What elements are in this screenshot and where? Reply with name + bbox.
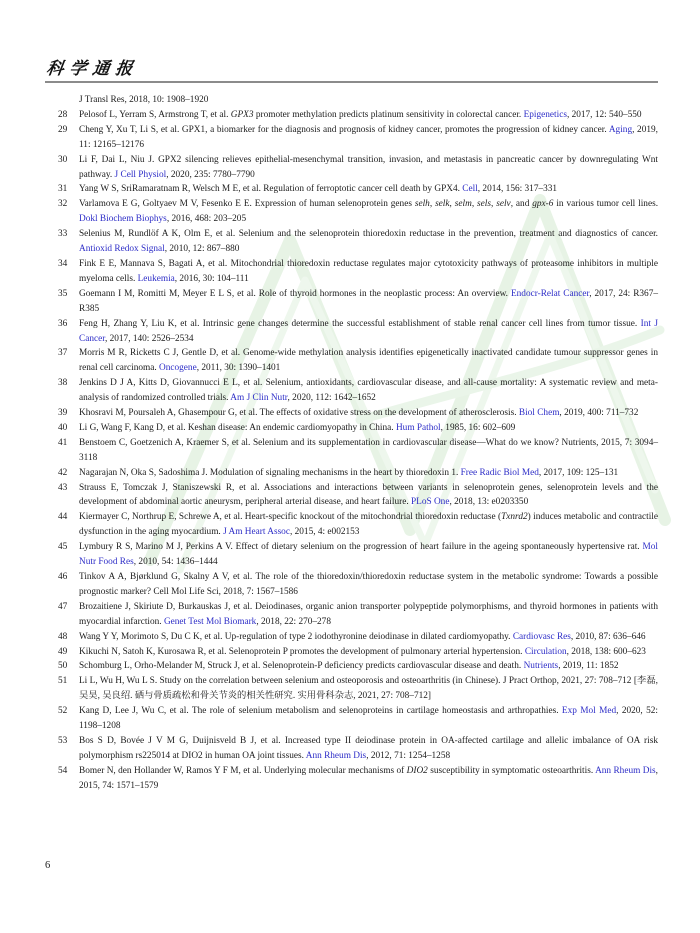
reference-text-segment: Nagarajan N, Oka S, Sadoshima J. Modulation of signaling mechanisms in the heart by thioredoxin 1. xyxy=(79,467,461,478)
reference-text-segment: Pelosof L, Yerram S, Armstrong T, et al. xyxy=(79,109,231,120)
reference-text-segment: , 2019, 11: 1852 xyxy=(558,661,619,672)
journal-link[interactable]: Dokl Biochem Biophys xyxy=(79,214,167,225)
reference-text-segment: , xyxy=(429,199,436,210)
reference-text-segment: , 2015, 4: e002153 xyxy=(289,527,360,538)
reference-text-segment: , 2016, 468: 203–205 xyxy=(166,214,247,225)
reference-number: 42 xyxy=(58,467,68,478)
reference-text-segment: , 2019, 400: 711–732 xyxy=(559,408,639,419)
reference-text-segment: promoter methylation predicts platinum sensitivity in colorectal cancer. xyxy=(253,109,524,120)
reference-item xyxy=(58,346,658,376)
reference-text-segment: Bos S D, Bovée J V M G, Duijnisveld B J, et al. Increased type II deiodinase protein in OA-affected cartilage and allelic imbalance of OA risk polymorphism rs225014 at DIO2 in human OA joint tissues. xyxy=(79,735,658,761)
reference-number: 36 xyxy=(58,318,68,329)
reference-text xyxy=(79,510,658,540)
reference-text-segment: Tinkov A A, Bjørklund G, Skalny A V, et al. The role of the thioredoxin/thioredoxin reductase system in the metabolic syndrome: Towards a possible prognostic marker? Cell Mol Life Sci, 2018, 7: 1567–1586 xyxy=(79,572,658,597)
reference-text xyxy=(79,197,658,227)
reference-item xyxy=(58,600,658,630)
reference-text-segment: Li F, Dai L, Niu J. GPX2 silencing relieves epithelial-mesenchymal transition, invasion, and metastasis in pancreatic cancer by downregulating Wnt pathway. xyxy=(79,154,658,180)
journal-link[interactable]: Circulation xyxy=(524,646,567,657)
reference-text-segment: Benstoem C, Goetzenich A, Kraemer S, et al. Selenium and its supplementation in cardiovascular disease—What do we know? Nutrients, 2015, 7: 3094–3118 xyxy=(79,437,658,463)
gene-name-italic: gpx-6 xyxy=(532,199,554,210)
gene-name-italic: selk xyxy=(435,199,450,210)
journal-link[interactable]: Cell xyxy=(462,184,478,195)
reference-text xyxy=(79,153,658,183)
reference-text-segment: susceptibility in symptomatic osteoarthritis. xyxy=(427,765,596,776)
reference-text-segment: , xyxy=(471,199,478,210)
reference-item xyxy=(58,317,658,347)
reference-number: 45 xyxy=(58,542,68,553)
reference-text xyxy=(79,540,658,570)
reference-text xyxy=(79,287,658,317)
reference-text xyxy=(79,704,658,734)
reference-number: 52 xyxy=(58,706,68,717)
reference-text-segment: , 2017, 109: 125–131 xyxy=(538,467,619,478)
reference-text-segment: Cheng Y, Xu T, Li S, et al. GPX1, a biomarker for the diagnosis and prognosis of kidney cancer, promotes the progression of kidney cancer. xyxy=(79,124,609,135)
journal-link[interactable]: Ann Rheum Dis xyxy=(595,765,656,776)
gene-name-italic: selh xyxy=(414,199,430,210)
reference-number: 31 xyxy=(58,184,68,195)
journal-link[interactable]: Epigenetics xyxy=(523,109,567,120)
reference-item xyxy=(58,630,658,645)
reference-number: 48 xyxy=(58,631,68,642)
reference-text-segment: Varlamova E G, Goltyaev M V, Fesenko E E. Expression of human selenoprotein genes xyxy=(79,199,415,210)
reference-number: 53 xyxy=(58,735,68,746)
reference-text-segment: , 2010, 87: 636–646 xyxy=(570,631,646,642)
journal-link[interactable]: Leukemia xyxy=(137,273,175,284)
reference-number: 39 xyxy=(58,408,68,419)
reference-text-segment: Bomer N, den Hollander W, Ramos Y F M, et al. Underlying molecular mechanisms of xyxy=(79,765,407,776)
reference-item xyxy=(58,674,658,704)
reference-number: 32 xyxy=(58,199,68,210)
reference-number: 44 xyxy=(58,512,68,523)
reference-text xyxy=(79,630,658,645)
reference-text xyxy=(79,123,658,153)
reference-number xyxy=(58,93,79,108)
journal-link[interactable]: Cardiovasc Res xyxy=(512,631,571,642)
reference-item xyxy=(58,436,658,466)
reference-text xyxy=(79,406,658,421)
journal-link[interactable]: PLoS One xyxy=(410,497,450,508)
journal-link[interactable]: Endocr-Relat Cancer xyxy=(510,288,590,299)
reference-item xyxy=(58,376,658,406)
reference-item xyxy=(58,734,658,764)
reference-number: 47 xyxy=(58,601,68,612)
reference-item xyxy=(58,645,658,660)
reference-text-segment: , 2010, 54: 1436–1444 xyxy=(133,557,218,568)
journal-link[interactable]: Ann Rheum Dis xyxy=(305,750,367,761)
reference-number: 33 xyxy=(58,229,68,240)
reference-text-segment: , xyxy=(449,199,455,210)
gene-name-italic: sels xyxy=(477,199,491,210)
reference-item xyxy=(58,153,658,183)
header-rule xyxy=(45,81,658,83)
reference-item xyxy=(58,466,658,481)
reference-text-segment: , 2010, 12: 867–880 xyxy=(164,244,240,255)
reference-text-segment: , 2015, 74: 1571–1579 xyxy=(79,765,658,791)
reference-text-segment: Kikuchi N, Satoh K, Kurosawa R, et al. Selenoprotein P promotes the development of pulmonary arterial hypertension. xyxy=(79,646,525,657)
reference-item xyxy=(58,704,658,734)
reference-number: 37 xyxy=(58,348,68,359)
reference-text-segment: Lymbury R S, Marino M J, Perkins A V. Effect of dietary selenium on the progression of heart failure in the ageing spontaneously hypertensive rat. xyxy=(79,542,643,553)
reference-item xyxy=(58,406,658,421)
reference-item xyxy=(58,257,658,287)
journal-link[interactable]: Nutrients xyxy=(523,661,559,672)
reference-text xyxy=(79,659,658,674)
journal-link[interactable]: Aging xyxy=(608,124,633,135)
reference-number: 51 xyxy=(58,676,68,687)
reference-text-segment: , 2017, 24: R367–R385 xyxy=(79,288,659,314)
reference-text-segment: Yang W S, SriRamaratnam R, Welsch M E, et al. Regulation of ferroptotic cancer cell death by GPX4. xyxy=(79,184,463,195)
reference-text xyxy=(79,257,658,287)
reference-item xyxy=(58,182,658,197)
reference-text-segment: , 2017, 12: 540–550 xyxy=(566,109,642,120)
reference-text-segment: , 2012, 71: 1254–1258 xyxy=(366,750,451,761)
reference-text-segment: Strauss E, Tomczak J, Staniszewski R, et al. Associations and interactions between variants in selenoprotein genes, selenoprotein levels and the development of abdominal aortic aneurysm, peripheral arterial disease, and heart failure. xyxy=(79,482,658,508)
reference-item xyxy=(58,93,658,108)
reference-text xyxy=(79,317,658,347)
reference-text-segment: , 2020, 52: 1198–1208 xyxy=(79,706,658,732)
reference-text-segment: , and xyxy=(510,199,533,210)
reference-number: 41 xyxy=(58,437,68,448)
reference-item xyxy=(58,123,658,153)
reference-number: 50 xyxy=(58,661,68,672)
reference-list xyxy=(58,93,658,794)
reference-number: 28 xyxy=(58,109,68,120)
reference-text-segment: Li L, Wu H, Wu L S. Study on the correlation between selenium and osteoporosis and osteoarthritis (in Chinese). J Pract Orthop, 2021, 27: 708–712 [李磊, 吴昊, 吴良绍. 硒与骨质疏松和骨关节炎的相关性研究. 实用骨科杂志, 2021, 27: 708–712] xyxy=(79,676,658,702)
reference-text xyxy=(79,645,658,660)
reference-text-segment: ) induces metabolic and contractile dysfunction in the aging myocardium. xyxy=(79,512,659,538)
gene-name-italic: selv xyxy=(496,199,511,210)
reference-number: 40 xyxy=(58,422,68,433)
reference-text xyxy=(79,570,658,600)
reference-text-segment: , 1985, 16: 602–609 xyxy=(440,422,516,433)
reference-text-segment: , 2018, 22: 270–278 xyxy=(256,616,331,627)
reference-item xyxy=(58,570,658,600)
journal-link[interactable]: Antioxid Redox Signal xyxy=(79,244,165,255)
reference-text xyxy=(79,734,658,764)
reference-item xyxy=(58,227,658,257)
reference-text-segment: , xyxy=(491,199,497,210)
reference-number: 46 xyxy=(58,572,68,582)
reference-text-segment: Jenkins D J A, Kitts D, Giovannucci E L, et al. Selenium, antioxidants, cardiovascular disease, and all-cause mortality: A systematic review and meta-analysis of randomized controlled trials. xyxy=(79,378,658,404)
reference-text-segment: Khosravi M, Poursaleh A, Ghasempour G, et al. The effects of oxidative stress on the development of atherosclerosis. xyxy=(79,408,519,419)
gene-name-italic: DIO2 xyxy=(406,765,428,776)
reference-text xyxy=(79,436,658,466)
reference-item xyxy=(58,287,658,317)
reference-text-segment: , 2017, 140: 2526–2534 xyxy=(104,333,194,344)
reference-number: 54 xyxy=(58,765,68,776)
reference-number: 34 xyxy=(58,258,68,269)
journal-link[interactable]: Am J Clin Nutr xyxy=(230,393,288,404)
reference-text-segment: Li G, Wang F, Kang D, et al. Keshan disease: An endemic cardiomyopathy in China. xyxy=(79,422,396,433)
reference-text-segment: Fink E E, Mannava S, Bagati A, et al. Mitochondrial thioredoxin reductase regulates major cytotoxicity pathways of proteasome inhibitors in multiple myeloma cells. xyxy=(79,258,658,284)
reference-item xyxy=(58,540,658,570)
reference-text-segment: Kang D, Lee J, Wu C, et al. The role of selenium metabolism and selenoproteins in cartilage homeostasis and arthropathies. xyxy=(79,706,562,717)
reference-text-segment: , 2016, 30: 104–111 xyxy=(174,273,249,284)
reference-text-segment: , 2018, 13: e0203350 xyxy=(449,497,529,508)
reference-text xyxy=(79,108,658,123)
gene-name-italic: GPX3 xyxy=(230,109,254,120)
journal-header xyxy=(45,54,140,79)
journal-link[interactable]: J Cell Physiol xyxy=(114,169,167,180)
reference-number: 30 xyxy=(58,154,68,165)
reference-text xyxy=(79,674,658,704)
journal-link[interactable]: Oncogene xyxy=(159,363,197,374)
reference-text-segment: Feng H, Zhang Y, Liu K, et al. Intrinsic gene changes determine the successful establishment of stable renal cancer cell lines from tumor tissue. xyxy=(79,318,641,329)
journal-link[interactable]: Free Radic Biol Med xyxy=(460,467,539,478)
gene-name-italic: selm xyxy=(454,199,472,210)
reference-item xyxy=(58,764,658,794)
journal-link[interactable]: Exp Mol Med xyxy=(561,706,617,717)
reference-text-segment: , 2019, 11: 12165–12176 xyxy=(79,124,658,150)
reference-text-segment: in various tumor cell lines. xyxy=(553,199,659,210)
reference-text-segment: Brozaitiene J, Skiriute D, Burkauskas J, et al. Deiodinases, organic anion transporter polypeptide polymorphisms, and thyroid hormones in patients with myocardial infarction. xyxy=(79,601,658,627)
reference-text-segment: , 2020, 112: 1642–1652 xyxy=(287,393,376,404)
reference-text xyxy=(79,93,658,108)
journal-link[interactable]: Genet Test Mol Biomark xyxy=(163,616,257,627)
reference-text-segment: Selenius M, Rundlöf A K, Olm E, et al. Selenium and the selenoprotein thioredoxin reductase in the prevention, treatment and diagnostics of cancer. xyxy=(79,229,658,240)
reference-item xyxy=(58,659,658,674)
reference-text xyxy=(79,481,658,511)
reference-number: 49 xyxy=(58,646,68,657)
reference-item xyxy=(58,421,658,436)
page-number: 6 xyxy=(45,860,51,871)
journal-link[interactable]: Biol Chem xyxy=(518,408,560,419)
reference-text-segment: J Transl Res, 2018, 10: 1908–1920 xyxy=(79,95,209,105)
reference-text-segment: , 2018, 138: 600–623 xyxy=(566,646,646,657)
reference-text-segment: Wang Y Y, Morimoto S, Du C K, et al. Up-regulation of type 2 iodothyronine deiodinase in dilated cardiomyopathy. xyxy=(79,631,513,642)
reference-item xyxy=(58,510,658,540)
reference-text xyxy=(79,346,658,376)
reference-text xyxy=(79,421,658,436)
reference-text xyxy=(79,376,658,406)
journal-link[interactable]: Int J Cancer xyxy=(79,318,658,344)
reference-text-segment: Morris M R, Ricketts C J, Gentle D, et al. Genome-wide methylation analysis identifies epigenetically inactivated candidate tumour suppressor genes in renal cell carcinoma. xyxy=(79,348,658,374)
journal-link[interactable]: J Am Heart Assoc xyxy=(223,527,290,538)
reference-text xyxy=(79,600,658,630)
reference-text-segment: , 2020, 235: 7780–7790 xyxy=(166,169,255,180)
reference-text-segment: , 2014, 156: 317–331 xyxy=(477,184,558,195)
gene-name-italic: Txnrd2 xyxy=(501,512,528,523)
reference-text xyxy=(79,182,658,197)
reference-text xyxy=(79,227,658,257)
reference-item xyxy=(58,481,658,511)
reference-text xyxy=(79,764,658,794)
journal-link[interactable]: Mol Nutr Food Res xyxy=(79,542,658,568)
reference-number: 35 xyxy=(58,288,68,299)
reference-item xyxy=(58,108,658,123)
reference-text-segment: , 2011, 30: 1390–1401 xyxy=(196,363,281,374)
reference-text-segment: Goemann I M, Romitti M, Meyer E L S, et al. Role of thyroid hormones in the neoplastic process: An overview. xyxy=(79,288,511,299)
reference-item xyxy=(58,197,658,227)
journal-logo: 科学通报 xyxy=(45,59,140,78)
reference-number: 38 xyxy=(58,378,68,389)
reference-text-segment: Kiermayer C, Northrup E, Schrewe A, et al. Heart-specific knockout of the mitochondrial thioredoxin reductase ( xyxy=(79,512,502,523)
reference-number: 43 xyxy=(58,482,68,493)
journal-link[interactable]: Hum Pathol xyxy=(395,422,441,433)
reference-text-segment: Schomburg L, Orho-Melander M, Struck J, et al. Selenoprotein-P deficiency predicts cardiovascular disease and death. xyxy=(79,661,524,672)
reference-text xyxy=(79,466,658,481)
reference-number: 29 xyxy=(58,124,68,135)
